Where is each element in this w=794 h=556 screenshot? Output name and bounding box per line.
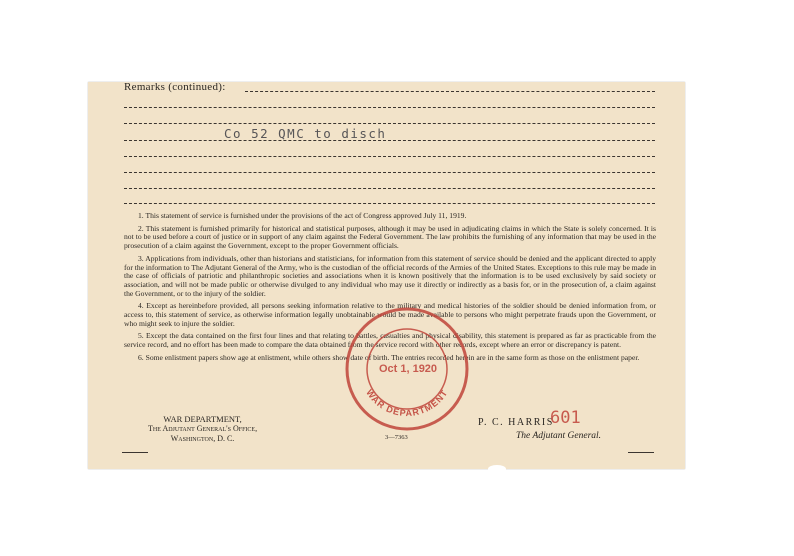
remarks-line-4 xyxy=(124,140,655,141)
note-1: 1. This statement of service is furnished under the provisions of the act of Congress approved July 11, 1919. xyxy=(138,211,467,220)
bottom-rule-right xyxy=(628,452,654,453)
signature-name: P. C. HARRIS xyxy=(478,417,554,428)
bottom-rule-left xyxy=(122,452,148,453)
seal-ring-text: WAR DEPARTMENT xyxy=(364,387,450,419)
remarks-line-8 xyxy=(124,203,655,204)
stamp-number: 601 xyxy=(550,408,581,428)
signature-title: The Adjutant General. xyxy=(516,431,602,441)
service-statement-card xyxy=(88,82,685,469)
remarks-line-2 xyxy=(124,107,655,108)
remarks-label: Remarks (continued): xyxy=(124,81,226,93)
remarks-line-6 xyxy=(124,172,655,173)
seal-date: Oct 1, 1920 xyxy=(378,363,438,375)
note-6: 6. Some enlistment papers show age at enlistment, while others show date of birth. The entries recorded herein are in the same form as those on the enlistment paper. xyxy=(138,352,640,362)
remarks-line-5 xyxy=(124,156,655,157)
office-block xyxy=(148,414,257,444)
remarks-line-1 xyxy=(245,91,655,92)
office-line-1: WAR DEPARTMENT, xyxy=(163,414,242,424)
remarks-line-7 xyxy=(124,188,655,189)
note-5: 5. Except the data contained on the first four lines and that relating to battles, casualties and physical disability, this statement is prepared as far as practicable from the service record, and no effort has been made to compare the data obtained from the service record with other records, except where an error or discrepancy is patent. xyxy=(124,331,656,350)
note-2: 2. This statement is furnished primarily for historical and statistical purposes, although it may be used in adjudicating claims in which the State is solely concerned. It is not to be used before a court of justice or in support of any claim against the Federal Government. The law prohibits the furnishing of any information that may be used in the prosecution of a claim against the Government, except to the proper Government officials. xyxy=(124,223,656,251)
form-number: 3—7363 xyxy=(385,434,408,441)
remarks-line-3 xyxy=(124,123,655,124)
office-line-3: Washington, D. C. xyxy=(170,434,235,443)
card-notch xyxy=(488,465,506,473)
office-line-2: The Adjutant General's Office, xyxy=(148,424,258,433)
note-4: 4. Except as hereinbefore provided, all persons seeking information relative to the military and medical histories of the soldier should be denied information from, or access to, this statement of service, as otherwise information legally unobtainable would be made available to persons who might perpetrate frauds upon the Government, or who might seek to injure the soldier. xyxy=(124,301,656,328)
war-department-seal xyxy=(342,304,472,434)
typed-remark: Co 52 QMC to disch xyxy=(224,126,387,141)
note-3: 3. Applications from individuals, other than historians and statisticians, for information from this statement of service should be denied and the applicant directed to apply for the information to The Adjutant General of the Army, who is the custodian of the official records of the Armies of the United States. Exceptions to this rule may be made in the case of officials of patriotic and philanthropic societies and associations when it is known positively that the information is to be used exclusively by said society or association, and will not be made public or otherwise divulged to any individual who may use it directly or indirectly as a basis for, or in the prosecution of, a claim against the Government, or to the injury of the soldier. xyxy=(124,253,656,298)
